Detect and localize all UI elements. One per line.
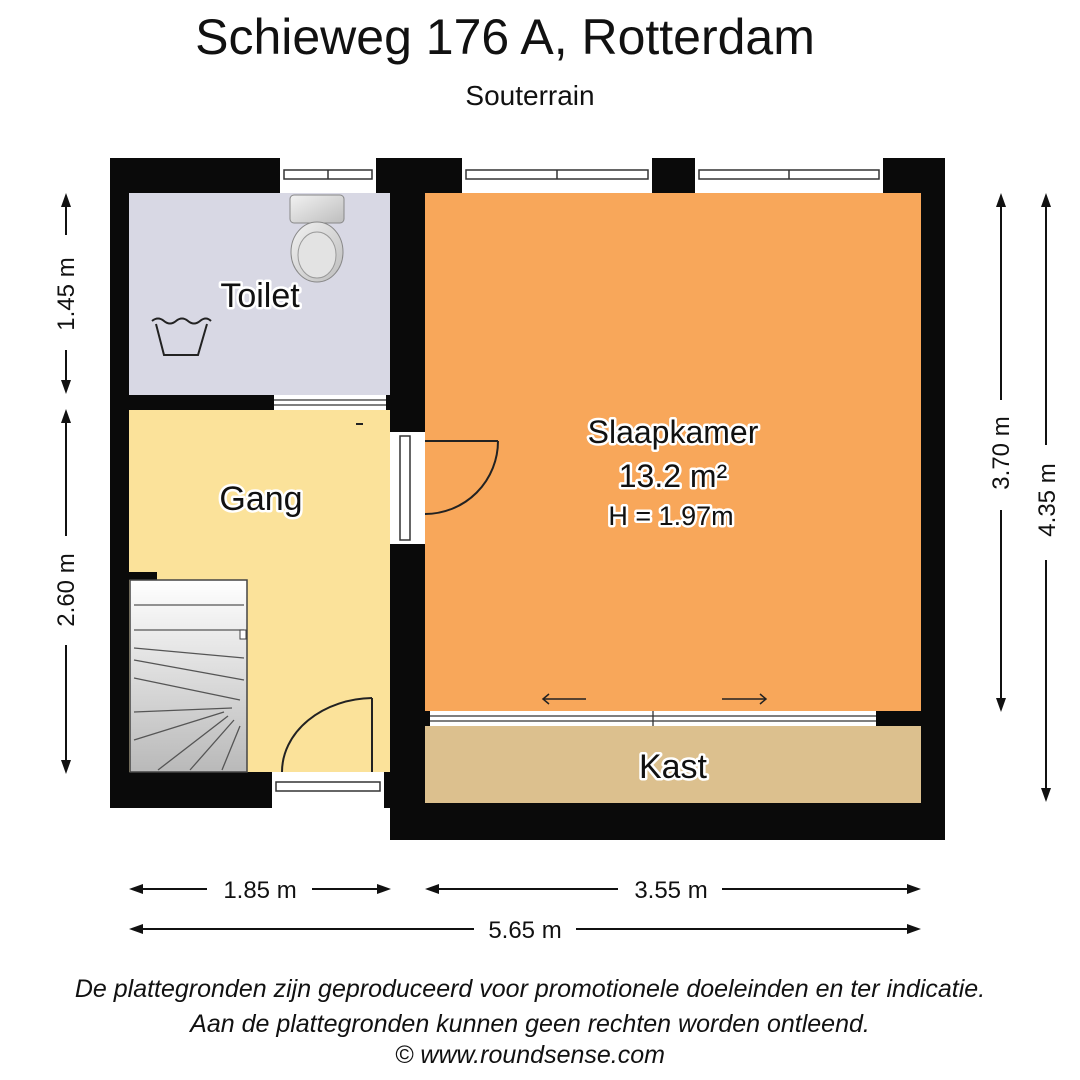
floor-name: Souterrain <box>465 80 595 111</box>
copyright-line: © www.roundsense.com <box>395 1041 665 1069</box>
window-slaapkamer-left <box>462 158 652 193</box>
disclaimer-line-2: Aan de plattegronden kunnen geen rechten worden ontleend. <box>190 1010 870 1038</box>
slaapkamer-label: Slaapkamer <box>587 414 759 450</box>
page-title: Schieweg 176 A, Rotterdam <box>195 9 815 65</box>
slaapkamer-area: 13.2 m² <box>618 458 728 494</box>
gang-label: Gang <box>219 480 303 518</box>
dimension-right-inner-label: 3.70 m <box>988 416 1015 490</box>
dimension-bottom-left-label: 1.85 m <box>223 877 297 904</box>
window-toilet <box>280 158 376 193</box>
slaapkamer-room <box>425 193 921 711</box>
dimension-bottom-right-label: 3.55 m <box>634 877 708 904</box>
toilet-label: Toilet <box>220 277 300 315</box>
dimension-bottom-total-label: 5.65 m <box>488 917 562 944</box>
dimension-right-outer-label: 4.35 m <box>1034 463 1061 537</box>
toilet-door-opening <box>274 395 386 410</box>
dimension-left-bottom-label: 2.60 m <box>53 553 80 627</box>
kast-label: Kast <box>638 748 708 786</box>
dimension-left-top-label: 1.45 m <box>53 257 80 331</box>
window-slaapkamer-right <box>695 158 883 193</box>
toilet-bowl-icon <box>290 195 344 282</box>
staircase <box>129 572 247 772</box>
disclaimer-line-1: De plattegronden zijn geproduceerd voor promotionele doeleinden en ter indicatie. <box>74 975 986 1003</box>
slaapkamer-height: H = 1.97m <box>608 501 734 531</box>
